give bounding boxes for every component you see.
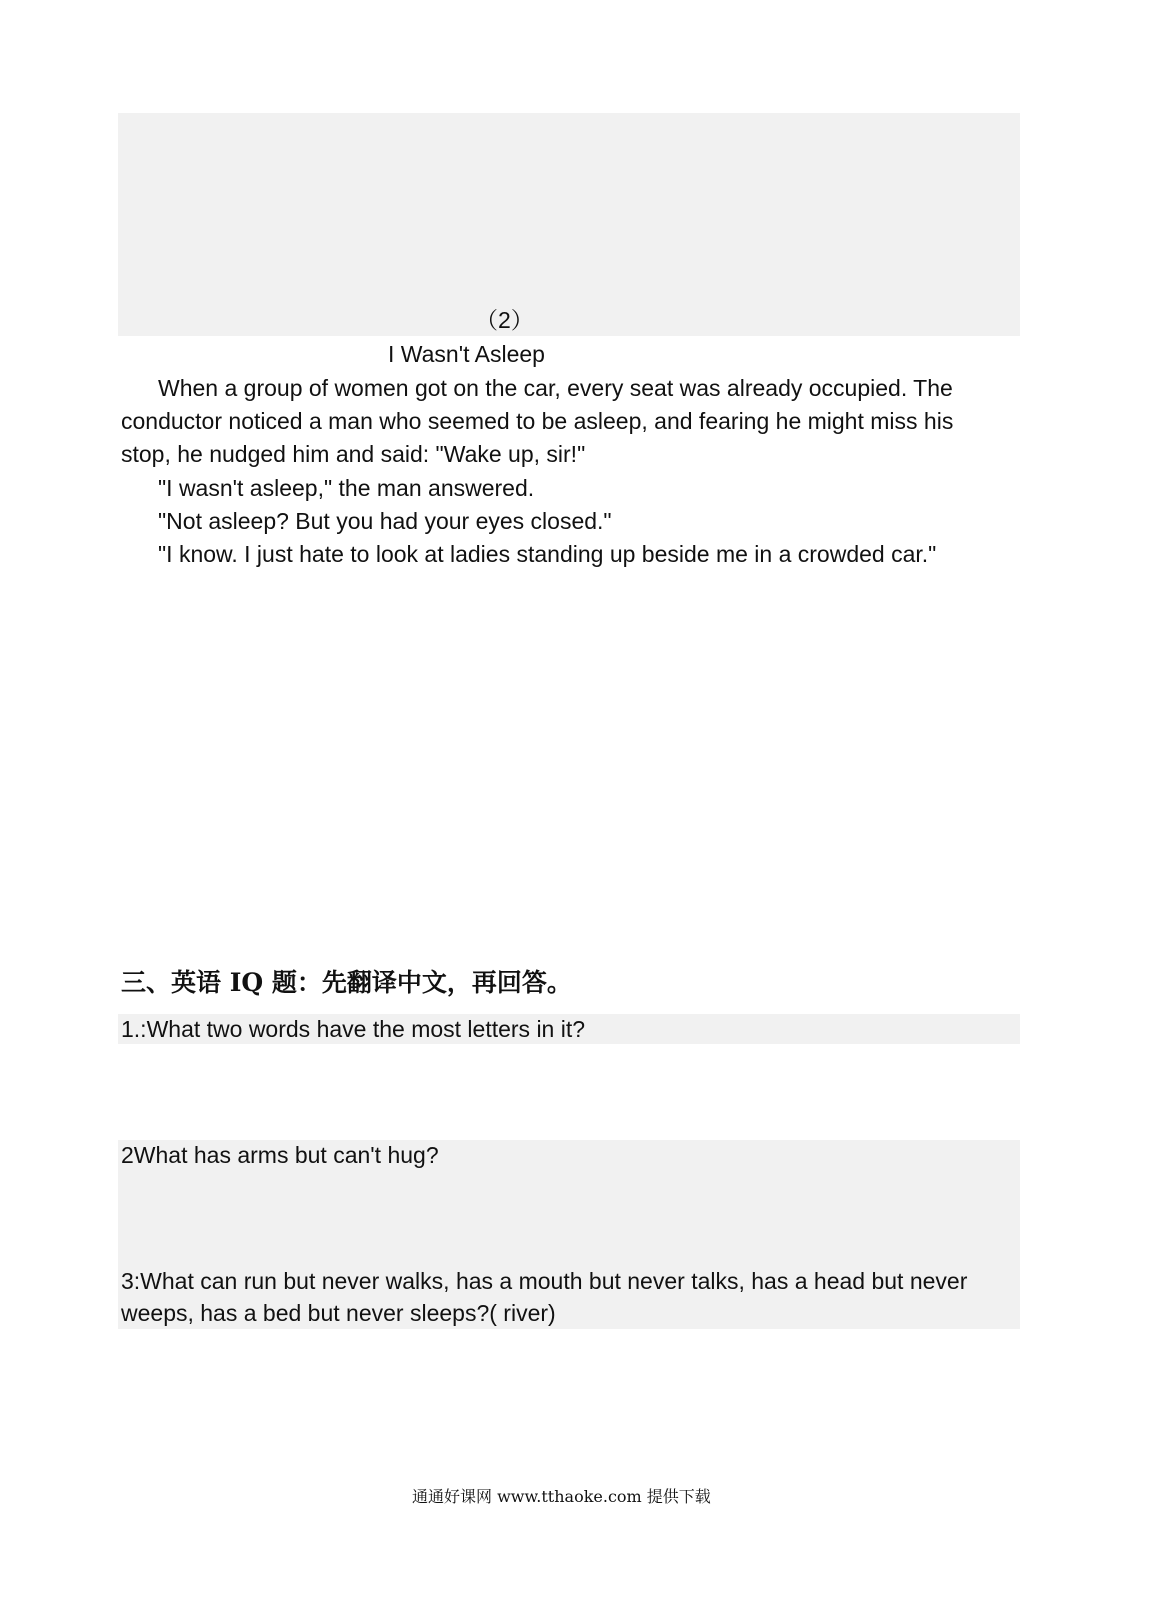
question-1: 1.:What two words have the most letters in it?	[121, 1016, 586, 1042]
story-line: "Not asleep? But you had your eyes closed."	[158, 508, 612, 534]
story-title: I Wasn't Asleep	[388, 341, 545, 367]
story-number: （2）	[475, 307, 534, 333]
story-line: "I wasn't asleep," the man answered.	[158, 475, 535, 501]
section-heading: 三、英语 IQ 题：先翻译中文，再回答。	[121, 968, 572, 997]
top-shaded-block	[118, 113, 1020, 336]
story-line: conductor noticed a man who seemed to be asleep, and fearing he might miss his	[121, 408, 954, 434]
page-footer: 通通好课网 www.tthaoke.com 提供下载	[412, 1487, 711, 1506]
story-line: stop, he nudged him and said: "Wake up, sir!"	[121, 441, 586, 467]
question-3-line-1: 3:What can run but never walks, has a mouth but never talks, has a head but never	[121, 1268, 968, 1294]
story-line: "I know. I just hate to look at ladies standing up beside me in a crowded car."	[158, 541, 937, 567]
story-line: When a group of women got on the car, every seat was already occupied. The	[158, 375, 953, 401]
question-3-line-2: weeps, has a bed but never sleeps?( river)	[121, 1300, 556, 1326]
question-2: 2What has arms but can't hug?	[121, 1142, 439, 1168]
